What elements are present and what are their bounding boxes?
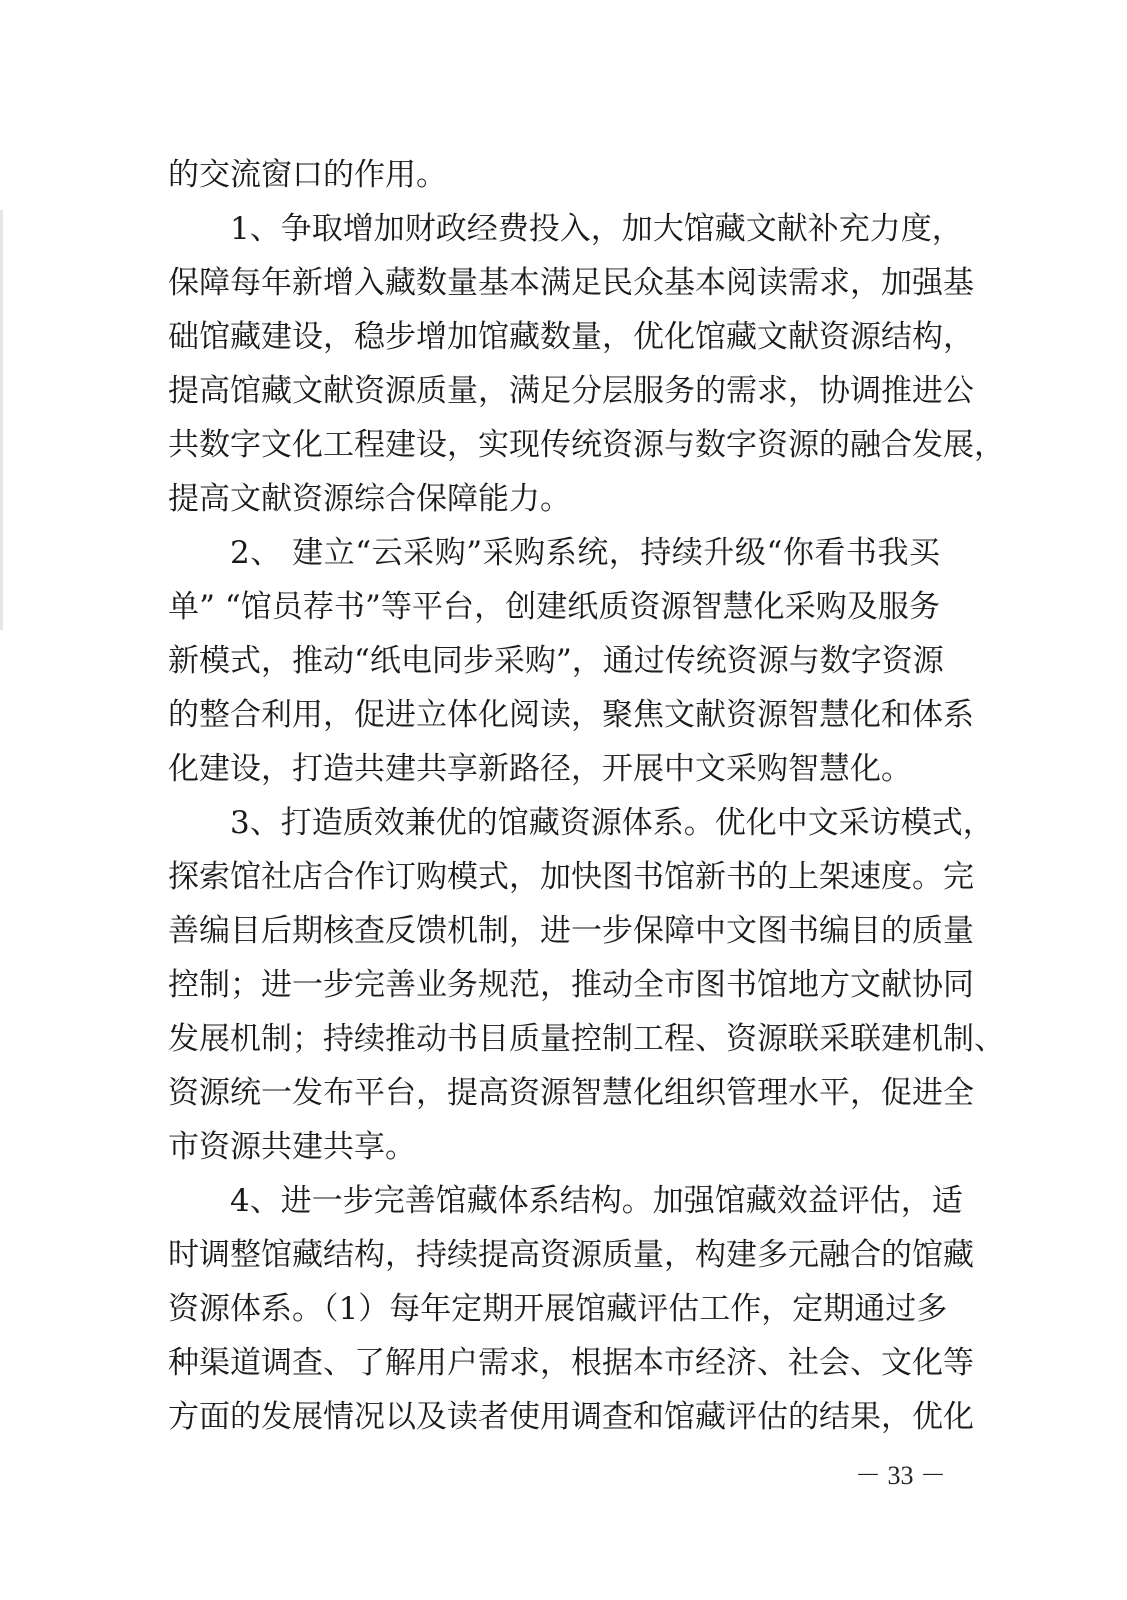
text-line: 单” “馆员荐书”等平台，创建纸质资源智慧化采购及服务 (168, 589, 940, 625)
text-line: 时调整馆藏结构，持续提高资源质量，构建多元融合的馆藏 (168, 1237, 974, 1273)
text-line: 的整合利用，促进立体化阅读，聚焦文献资源智慧化和体系 (168, 697, 974, 733)
text-line: 方面的发展情况以及读者使用调查和馆藏评估的结果，优化 (168, 1399, 974, 1435)
text-line: 新模式，推动“纸电同步采购”，通过传统资源与数字资源 (168, 643, 944, 679)
text-line: 2、 建立“云采购”采购系统，持续升级“你看书我买 (230, 535, 940, 571)
text-line: 发展机制；持续推动书目质量控制工程、资源联采联建机制、 (168, 1021, 1005, 1057)
text-line: 的交流窗口的作用。 (168, 157, 447, 193)
page-number: － 33 － (854, 1461, 946, 1490)
scan-edge-shadow (0, 210, 3, 630)
text-line: 控制；进一步完善业务规范，推动全市图书馆地方文献协同 (168, 967, 974, 1003)
text-line: 资源体系。（1）每年定期开展馆藏评估工作，定期通过多 (168, 1291, 948, 1327)
text-line: 提高文献资源综合保障能力。 (168, 481, 571, 517)
text-line: 提高馆藏文献资源质量，满足分层服务的需求，协调推进公 (168, 373, 974, 409)
text-line: 4、进一步完善馆藏体系结构。加强馆藏效益评估，适 (230, 1183, 963, 1219)
text-line: 善编目后期核查反馈机制，进一步保障中文图书编目的质量 (168, 913, 974, 949)
text-line: 共数字文化工程建设，实现传统资源与数字资源的融合发展， (168, 427, 1005, 463)
text-line: 1、争取增加财政经费投入，加大馆藏文献补充力度， (230, 211, 963, 247)
text-line: 资源统一发布平台，提高资源智慧化组织管理水平，促进全 (168, 1075, 974, 1111)
text-line: 3、打造质效兼优的馆藏资源体系。优化中文采访模式， (230, 805, 994, 841)
text-line: 种渠道调查、了解用户需求，根据本市经济、社会、文化等 (168, 1345, 974, 1381)
text-line: 市资源共建共享。 (168, 1129, 416, 1165)
body-text (168, 148, 1005, 1444)
text-line: 础馆藏建设，稳步增加馆藏数量，优化馆藏文献资源结构， (168, 319, 974, 355)
text-line: 保障每年新增入藏数量基本满足民众基本阅读需求，加强基 (168, 265, 974, 301)
text-line: 化建设，打造共建共享新路径，开展中文采购智慧化。 (168, 751, 912, 787)
text-line: 探索馆社店合作订购模式，加快图书馆新书的上架速度。完 (168, 859, 974, 895)
